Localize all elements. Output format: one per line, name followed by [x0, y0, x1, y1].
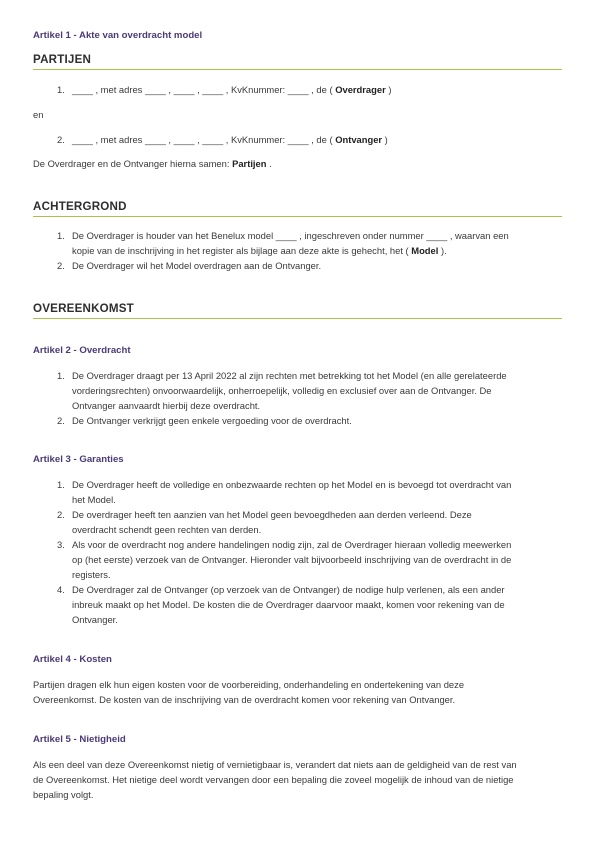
- article-3-title: Artikel 3 - Garanties: [33, 454, 124, 465]
- background-item-1: [33, 228, 562, 258]
- party-1-number: 1.: [57, 84, 65, 95]
- article-2-item-2-number: 2.: [57, 415, 65, 426]
- article-3-item-3: [33, 537, 562, 582]
- article-2-item-1-number: 1.: [57, 370, 65, 381]
- list-line: overdracht schendt geen rechten van derden.: [72, 524, 262, 535]
- paragraph-line: Als een deel van deze Overeenkomst nietig of vernietigbaar is, verandert dat niets aan de geldigheid van de rest van: [33, 759, 517, 770]
- party-2-role: Ontvanger: [335, 134, 383, 145]
- paragraph-line: Overeenkomst. De kosten van de inschrijving van de overdracht komen voor rekening van Ontvanger.: [33, 694, 456, 705]
- article-1-title: Artikel 1 - Akte van overdracht model: [33, 30, 203, 41]
- paragraph-line: Partijen dragen elk hun eigen kosten voor de voorbereiding, onderhandeling en ondertekening van deze: [33, 679, 465, 690]
- party-2-number: 2.: [57, 134, 65, 145]
- list-line: De Overdrager heeft de volledige en onbezwaarde rechten op het Model en is bevoegd tot overdracht van: [72, 479, 512, 490]
- list-line: Ontvanger aanvaardt hierbij deze overdracht.: [72, 400, 261, 411]
- list-line: op (het eerste) verzoek van de Ontvanger. Hieronder valt bijvoorbeeld inschrijving van de overdracht in de: [72, 554, 512, 565]
- list-line: Ontvanger.: [72, 614, 118, 625]
- article-2-title: Artikel 2 - Overdracht: [33, 345, 131, 356]
- background-item-1-line-2: kopie van de inschrijving in het register als bijlage aan deze akte is gehecht, het ( Model ).: [72, 245, 447, 256]
- article-2-item-1: [33, 368, 562, 413]
- parties-summary: De Overdrager en de Ontvanger hierna samen: Partijen .: [33, 158, 272, 169]
- background-item-1-line-1: De Overdrager is houder van het Benelux model ____ , ingeschreven onder nummer ____ , waarvan een: [72, 230, 509, 241]
- list-line: De overdrager heeft ten aanzien van het Model geen bevoegdheden aan derden verleend. Deze: [72, 509, 472, 520]
- article-4-body: [33, 677, 562, 707]
- parties-term: Partijen: [232, 158, 267, 169]
- paragraph-line: de Overeenkomst. Het nietige deel wordt vervangen door een bepaling die zoveel mogelijk de inhoud van de nietige: [33, 774, 514, 785]
- background-item-2-text: De Overdrager wil het Model overdragen aan de Ontvanger.: [72, 260, 322, 271]
- article-3-item-4-number: 4.: [57, 584, 65, 595]
- article-3-item-2: [33, 507, 562, 537]
- section-overeenkomst-heading: OVEREENKOMST: [33, 301, 562, 319]
- party-1-text: ____ , met adres ____ , ____ , ____ , KvKnummer: ____ , de ( Overdrager ): [72, 84, 392, 95]
- party-1: [33, 82, 562, 97]
- article-3-item-1: [33, 477, 562, 507]
- background-item-1-number: 1.: [57, 230, 65, 241]
- section-partijen-heading: PARTIJEN: [33, 52, 562, 70]
- background-item-2: [33, 258, 562, 273]
- article-3-list: [33, 477, 562, 627]
- list-line: inbreuk maakt op het Model. De kosten die de Overdrager daarvoor maakt, komen voor rekening van de: [72, 599, 505, 610]
- article-3-item-1-number: 1.: [57, 479, 65, 490]
- connector-en: en: [33, 109, 44, 120]
- paragraph-line: bepaling volgt.: [33, 789, 94, 800]
- article-3-item-3-number: 3.: [57, 539, 65, 550]
- list-line: het Model.: [72, 494, 116, 505]
- list-line: Als voor de overdracht nog andere handelingen nodig zijn, zal de Overdrager hieraan volledig meewerken: [72, 539, 512, 550]
- article-2-list: [33, 368, 562, 428]
- list-line: De Ontvanger verkrijgt geen enkele vergoeding voor de overdracht.: [72, 415, 352, 426]
- party-2-text: ____ , met adres ____ , ____ , ____ , KvKnummer: ____ , de ( Ontvanger ): [72, 134, 388, 145]
- article-5-title: Artikel 5 - Nietigheid: [33, 734, 126, 745]
- party-2: [33, 132, 562, 147]
- background-item-2-number: 2.: [57, 260, 65, 271]
- article-3-item-2-number: 2.: [57, 509, 65, 520]
- list-line: De Overdrager zal de Ontvanger (op verzoek van de Ontvanger) de nodige hulp verlenen, als een ander: [72, 584, 505, 595]
- list-line: vorderingsrechten) onvoorwaardelijk, onherroepelijk, volledig en exclusief over aan de Ontvanger. De: [72, 385, 492, 396]
- article-5-body: [33, 757, 562, 802]
- section-achtergrond-heading: ACHTERGROND: [33, 199, 562, 217]
- list-line: registers.: [72, 569, 111, 580]
- list-line: De Overdrager draagt per 13 April 2022 al zijn rechten met betrekking tot het Model (en alle gerelateerde: [72, 370, 507, 381]
- article-2-item-2: [33, 413, 562, 428]
- article-3-item-4: [33, 582, 562, 627]
- model-term: Model: [411, 245, 439, 256]
- party-1-role: Overdrager: [335, 84, 386, 95]
- article-4-title: Artikel 4 - Kosten: [33, 654, 112, 665]
